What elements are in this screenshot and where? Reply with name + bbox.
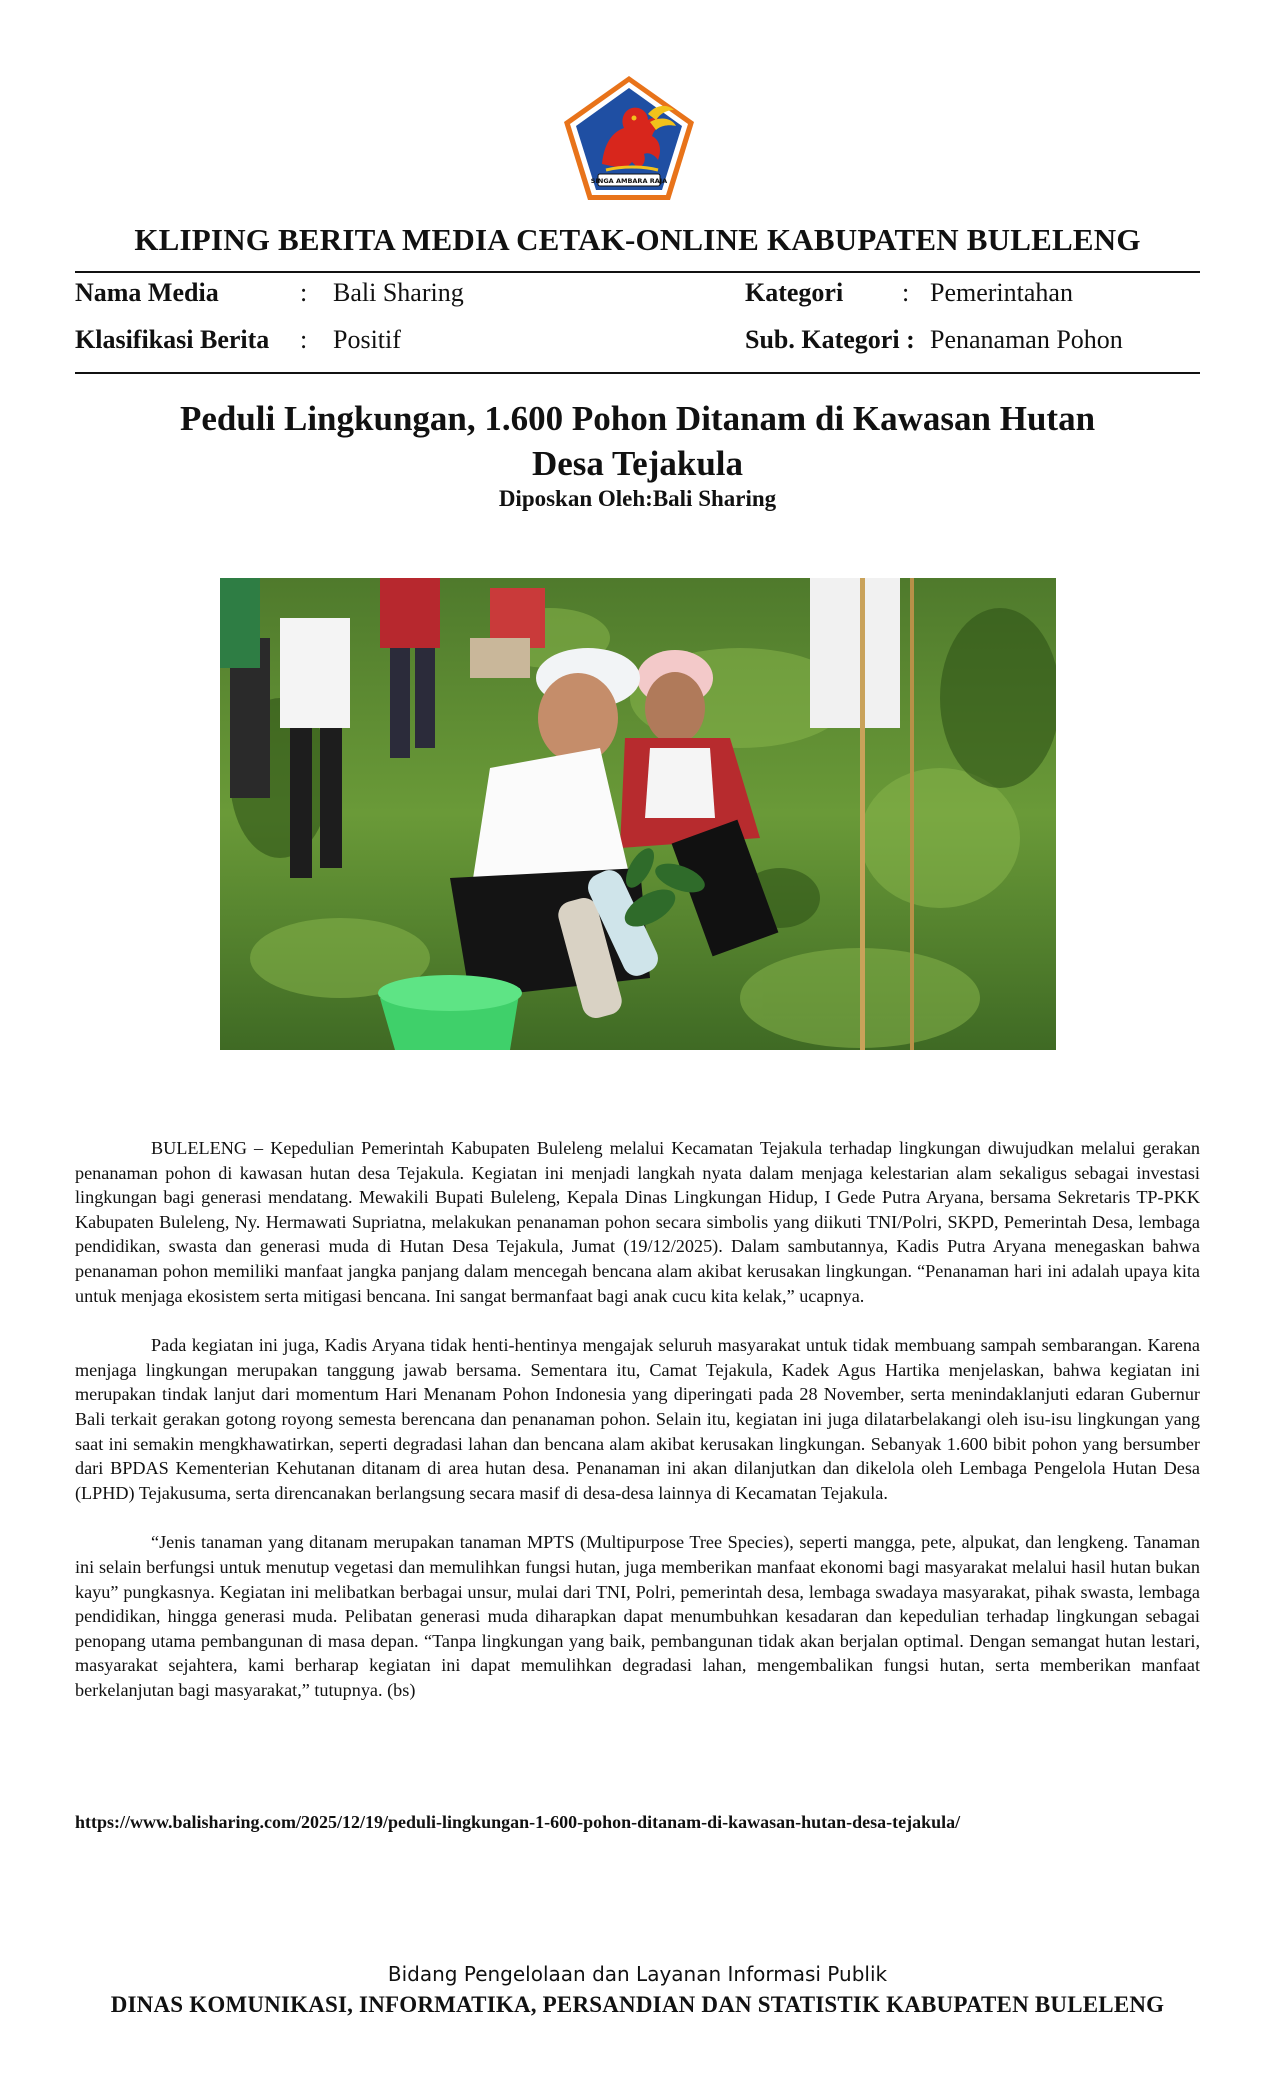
footer-subtitle: Bidang Pengelolaan dan Layanan Informasi Publik [387, 1962, 888, 1986]
meta-row-media [0, 276, 1275, 310]
article-byline: Diposkan Oleh:Bali Sharing [498, 486, 777, 511]
category-colon: : [902, 278, 910, 307]
subcategory-value: Penanaman Pohon [930, 325, 1123, 354]
media-label: Nama Media [75, 278, 219, 307]
category-value: Pemerintahan [930, 278, 1073, 307]
article-paragraph-3: “Jenis tanaman yang ditanam merupakan tanaman MPTS (Multipurpose Tree Species), seperti mangga, pete, alpukat, dan lengkeng. Tanaman ini selain berfungsi untuk menutup vegetasi dan memulihkan fungsi hutan, juga memberikan manfaat ekonomi bagi masyarakat melalui hasil hutan bukan kayu” pungkasnya. Kegiatan ini melibatkan berbagai unsur, mulai dari TNI, Polri, pemerintah desa, lembaga swadaya masyarakat, pihak swasta, lembaga pendidikan, hingga generasi muda. Pelibatan generasi muda diharapkan dapat menumbuhkan kesadaran dan kepedulian terhadap lingkungan sebagai penopang utama pembangunan di masa depan. “Tanpa lingkungan yang baik, pembangunan tidak akan berjalan optimal. Dengan semangat hutan lestari, masyarakat sejahtera, kami berharap kegiatan ini dapat memulihkan degradasi lahan, mengembalikan fungsi hutan, serta memberikan manfaat berkelanjutan bagi masyarakat,” tutupnya. (bs) [75, 1532, 1200, 1700]
article-title: Peduli Lingkungan, 1.600 Pohon Ditanam di Kawasan Hutan Desa Tejakula [179, 399, 1096, 483]
media-value: Bali Sharing [333, 278, 464, 307]
classification-colon: : [300, 325, 308, 354]
classification-value: Positif [333, 325, 401, 354]
footer-title: DINAS KOMUNIKASI, INFORMATIKA, PERSANDIAN DAN STATISTIK KABUPATEN BULELENG [110, 1992, 1165, 2017]
header-divider-top [75, 271, 1200, 273]
media-colon: : [300, 278, 308, 307]
buleleng-emblem-logo [562, 74, 696, 202]
classification-label: Klasifikasi Berita [75, 325, 270, 354]
tree-planting-photo [220, 578, 1056, 1050]
article-body [75, 1136, 1200, 1727]
header-divider-bottom [75, 372, 1200, 374]
article-source-url: https://www.balisharing.com/2025/12/19/peduli-lingkungan-1-600-pohon-ditanam-di-kawasan-hutan-desa-tejakula/ [75, 1812, 961, 1832]
article-paragraph-1: BULELENG – Kepedulian Pemerintah Kabupaten Buleleng melalui Kecamatan Tejakula terhadap lingkungan diwujudkan melalui gerakan penanaman pohon di kawasan hutan desa Tejakula. Kegiatan ini menjadi langkah nyata dalam menjaga kelestarian alam sekaligus sebagai investasi lingkungan bagi generasi mendatang. Mewakili Bupati Buleleng, Kepala Dinas Lingkungan Hidup, I Gede Putra Aryana, bersama Sekretaris TP-PKK Kabupaten Buleleng, Ny. Hermawati Supriatna, melakukan penanaman pohon secara simbolis yang diikuti TNI/Polri, SKPD, Pemerintah Desa, lembaga pendidikan, swasta dan generasi muda di Hutan Desa Tejakula, Jumat (19/12/2025). Dalam sambutannya, Kadis Putra Aryana menegaskan bahwa penanaman pohon memiliki manfaat jangka panjang dalam mencegah bencana alam akibat kerusakan lingkungan. “Penanaman hari ini adalah upaya kita untuk menjaga ekosistem serta mitigasi bencana. Ini sangat bermanfaat bagi anak cucu kita kelak,” ucapnya. [75, 1138, 1200, 1306]
subcategory-label: Sub. Kategori : [745, 325, 915, 354]
article-paragraph-2: Pada kegiatan ini juga, Kadis Aryana tidak henti-hentinya mengajak seluruh masyarakat untuk tidak membuang sampah sembarangan. Karena menjaga lingkungan merupakan tanggung jawab bersama. Sementara itu, Camat Tejakula, Kadek Agus Hartika menjelaskan, bahwa kegiatan ini merupakan tindak lanjut dari momentum Hari Menanam Pohon Indonesia yang diperingati pada 28 November, serta menindaklanjuti edaran Gubernur Bali terkait gerakan gotong royong semesta berencana dan penanaman pohon. Selain itu, kegiatan ini juga dilatarbelakangi oleh isu-isu lingkungan yang saat ini semakin mengkhawatirkan, seperti degradasi lahan dan bencana alam akibat kerusakan lingkungan. Sebanyak 1.600 bibit pohon yang bersumber dari BPDAS Kementerian Kehutanan ditanam di area hutan desa. Penanaman ini akan dilanjutkan dan dikelola oleh Lembaga Pengelola Hutan Desa (LPHD) Tejakusuma, serta direncanakan berlangsung secara masif di desa-desa lainnya di Kecamatan Tejakula. [75, 1335, 1200, 1503]
clipping-header-title: KLIPING BERITA MEDIA CETAK-ONLINE KABUPATEN BULELENG [134, 222, 1141, 257]
category-label: Kategori [745, 278, 844, 307]
logo-motto-text: SINGA AMBARA RAJA [590, 177, 668, 185]
meta-row-classification [0, 323, 1275, 357]
